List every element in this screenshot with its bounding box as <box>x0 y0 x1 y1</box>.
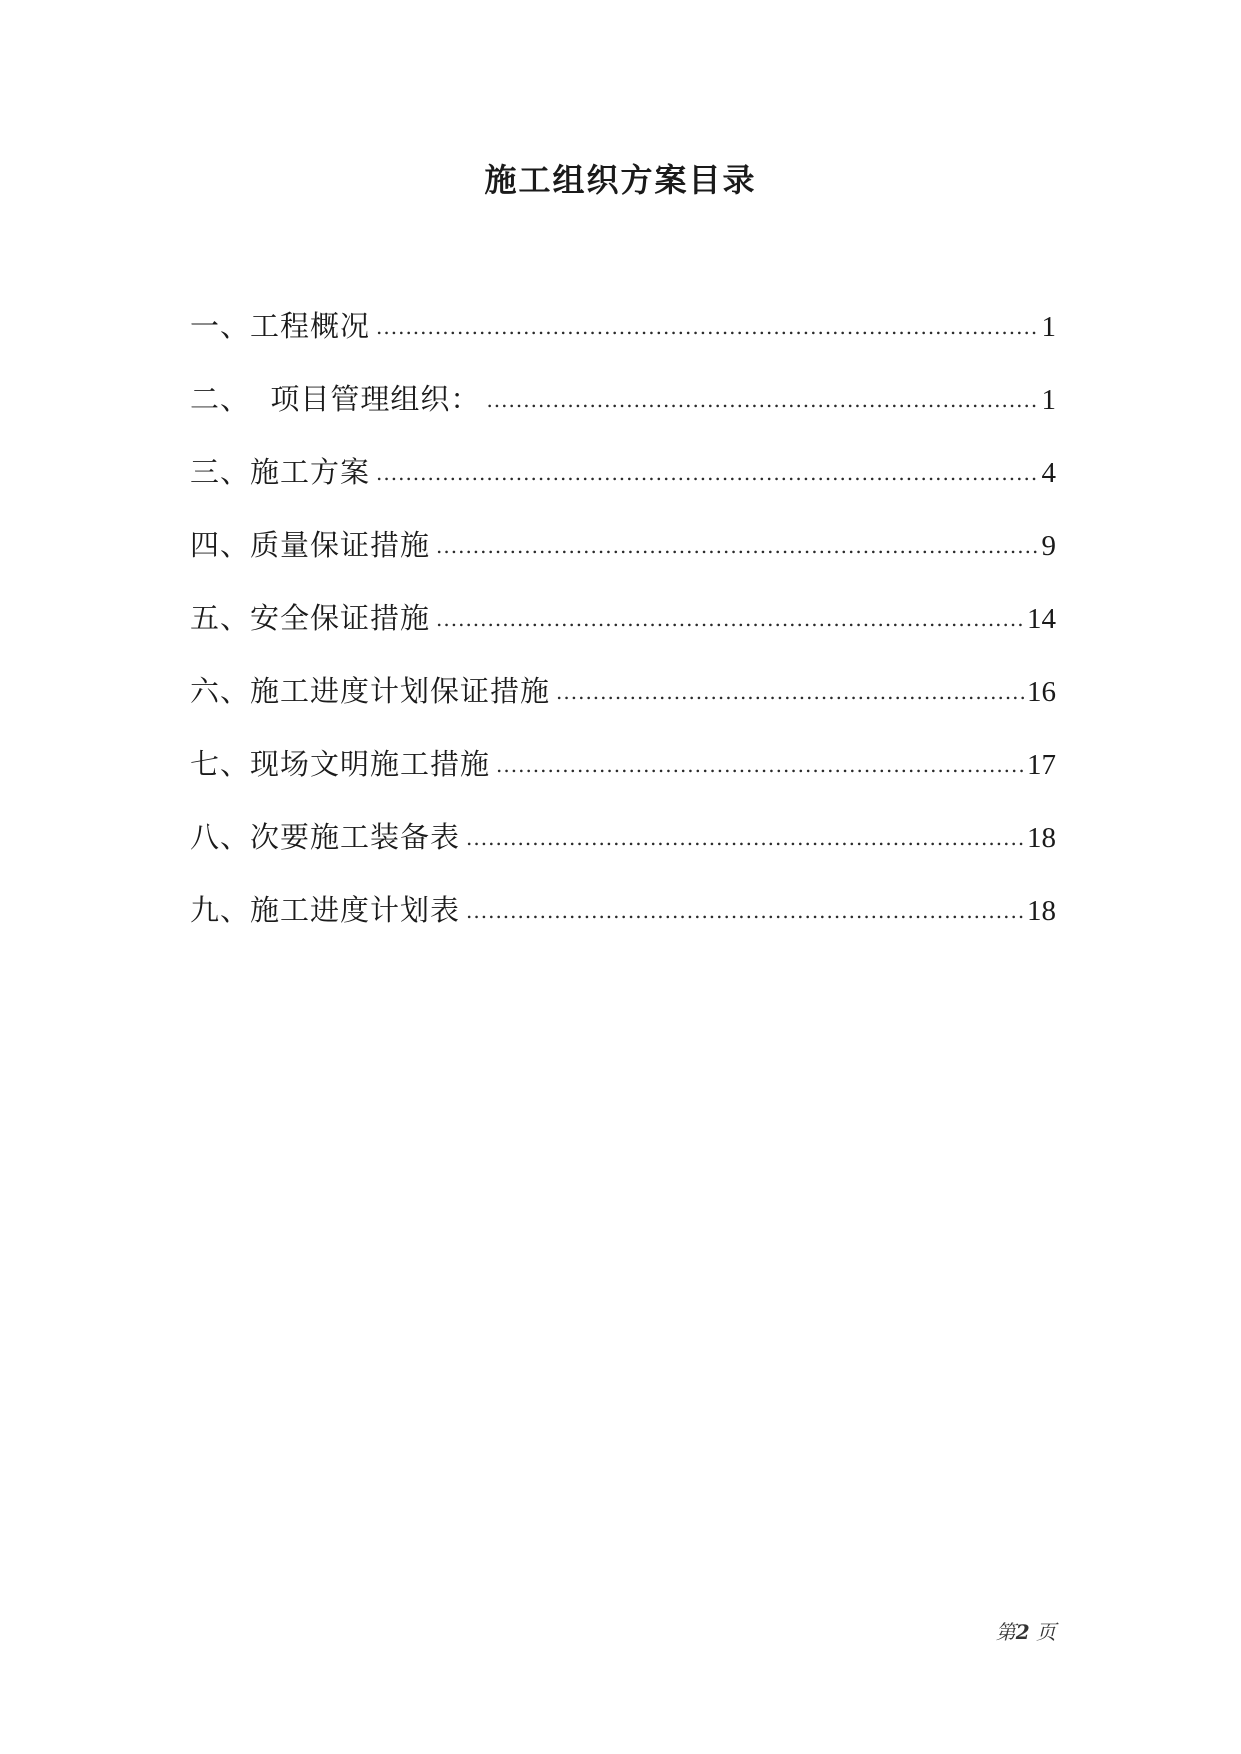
toc-dot-leader <box>436 599 1025 639</box>
footer-page-number: 2 <box>1015 1620 1030 1644</box>
toc-entry-page-number: 18 <box>1027 895 1056 927</box>
toc-entry-page-number: 18 <box>1027 822 1056 854</box>
toc-entry-label: 二、 项目管理组织： <box>190 382 481 416</box>
toc-entry-5[interactable] <box>190 598 1056 671</box>
toc-entry-6[interactable] <box>190 671 1056 744</box>
toc-dot-leader <box>466 891 1025 931</box>
toc-entry-label: 六、施工进度计划保证措施 <box>190 674 551 708</box>
toc-entry-label: 四、质量保证措施 <box>190 528 431 562</box>
toc-entry-page-number: 17 <box>1027 749 1056 781</box>
toc-entry-8[interactable] <box>190 817 1056 890</box>
page-title: 施工组织方案目录 <box>484 161 757 199</box>
toc-dot-leader <box>556 672 1025 712</box>
toc-entry-page-number: 4 <box>1041 457 1056 489</box>
toc-entry-label: 一、工程概况 <box>190 309 371 343</box>
toc-entry-4[interactable] <box>190 525 1056 598</box>
toc-entry-3[interactable] <box>190 452 1056 525</box>
toc-dot-leader <box>466 818 1025 858</box>
toc-entry-page-number: 14 <box>1027 603 1056 635</box>
toc-dot-leader <box>376 453 1039 493</box>
toc-entry-label: 八、次要施工装备表 <box>190 820 461 854</box>
toc-dot-leader <box>376 307 1039 347</box>
toc-entry-label: 五、安全保证措施 <box>190 601 431 635</box>
footer-prefix: 第 <box>995 1620 1016 1644</box>
toc-entry-2[interactable] <box>190 379 1056 452</box>
toc-dot-leader <box>486 380 1039 420</box>
toc-entry-page-number: 9 <box>1041 530 1056 562</box>
toc-entry-page-number: 16 <box>1027 676 1056 708</box>
toc-entry-1[interactable] <box>190 306 1056 379</box>
page-number-footer <box>996 1618 1056 1646</box>
toc-entry-label: 三、施工方案 <box>190 455 371 489</box>
toc-entry-page-number: 1 <box>1041 311 1056 343</box>
table-of-contents <box>190 306 1056 963</box>
footer-suffix: 页 <box>1029 1620 1056 1644</box>
toc-entry-label: 七、现场文明施工措施 <box>190 747 491 781</box>
toc-entry-9[interactable] <box>190 890 1056 963</box>
toc-entry-page-number: 1 <box>1041 384 1056 416</box>
toc-dot-leader <box>496 745 1025 785</box>
toc-entry-label: 九、施工进度计划表 <box>190 893 461 927</box>
toc-entry-7[interactable] <box>190 744 1056 817</box>
toc-dot-leader <box>436 526 1039 566</box>
